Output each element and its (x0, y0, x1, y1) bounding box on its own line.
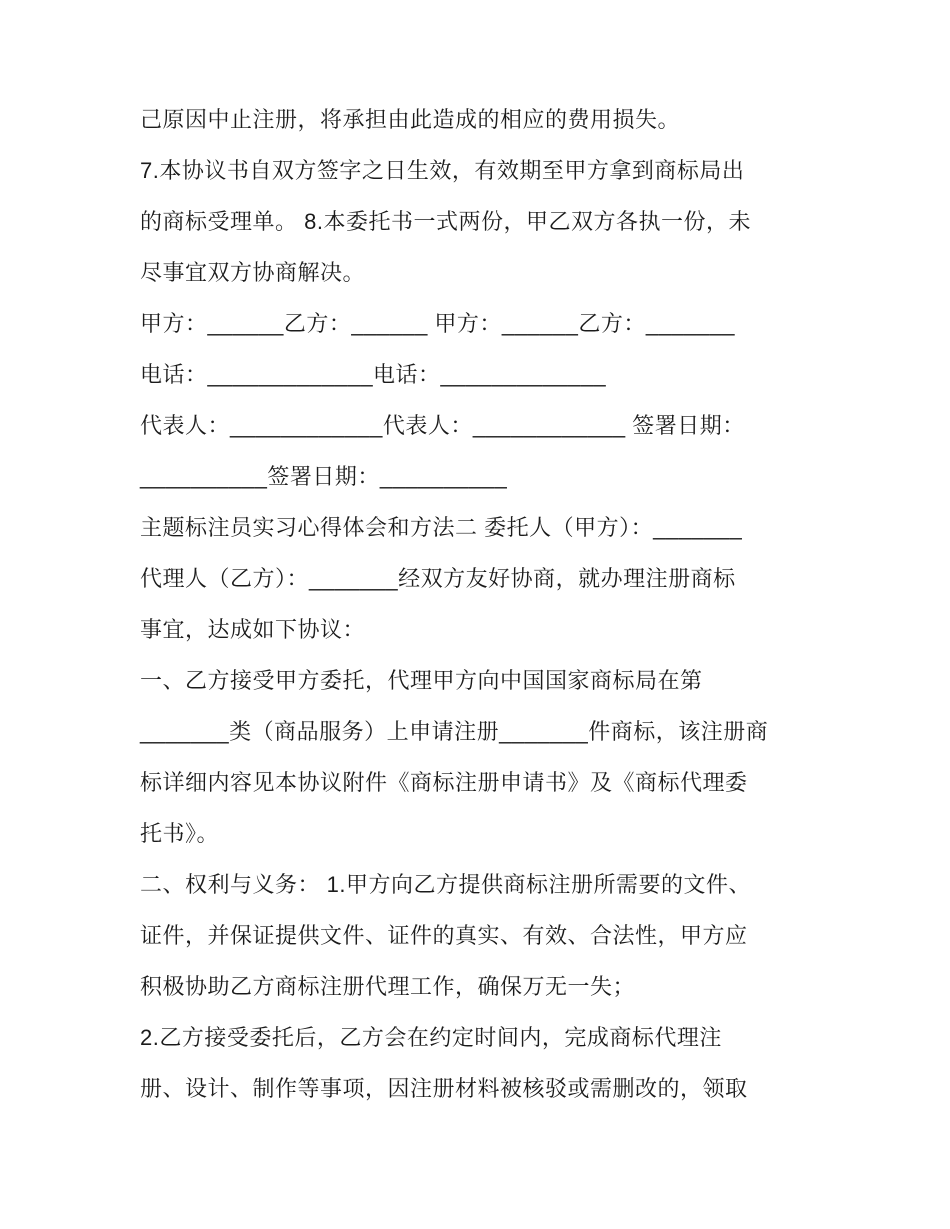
document-line: 托书》。 (140, 821, 220, 846)
document-line: 事宜，达成如下协议： (140, 617, 366, 642)
document-line: 的商标受理单。 8.本委托书一式两份，甲乙双方各执一份，未 (140, 209, 751, 234)
document-line-phone-fields: 电话：_____________电话：_____________ (140, 362, 607, 387)
document-body (140, 94, 840, 1114)
document-line-date-fields: __________签署日期：__________ (140, 464, 508, 489)
document-line: 7.本协议书自双方签字之日生效，有效期至甲方拿到商标局出 (140, 158, 745, 183)
document-line-representative-fields: 代表人：____________代表人：____________ 签署日期： (140, 413, 745, 438)
document-line: 册、设计、制作等事项，因注册材料被核驳或需删改的，领取 (140, 1076, 748, 1101)
document-line: 证件，并保证提供文件、证件的真实、有效、合法性，甲方应 (140, 923, 748, 948)
document-line: 二、权利与义务： 1.甲方向乙方提供商标注册所需要的文件、 (140, 872, 751, 897)
document-line: 代理人（乙方）：_______经双方友好协商，就办理注册商标 (140, 566, 736, 591)
document-line: 2.乙方接受委托后，乙方会在约定时间内，完成商标代理注 (140, 1025, 722, 1050)
document-line: 尽事宜双方协商解决。 (140, 260, 366, 285)
document-line-signature-fields: 甲方：______乙方：______ 甲方：______乙方：_______ (140, 311, 735, 336)
document-line: 积极协助乙方商标注册代理工作，确保万无一失； (140, 974, 636, 999)
document-line: 一、乙方接受甲方委托，代理甲方向中国国家商标局在第 (140, 668, 703, 693)
document-line: 主题标注员实习心得体会和方法二 委托人（甲方）：_______ (140, 515, 743, 540)
document-line: 己原因中止注册，将承担由此造成的相应的费用损失。 (140, 107, 681, 132)
document-line: _______类（商品服务）上申请注册_______件商标，该注册商 (140, 719, 769, 744)
document-line: 标详细内容见本协议附件《商标注册申请书》及《商标代理委 (140, 770, 748, 795)
